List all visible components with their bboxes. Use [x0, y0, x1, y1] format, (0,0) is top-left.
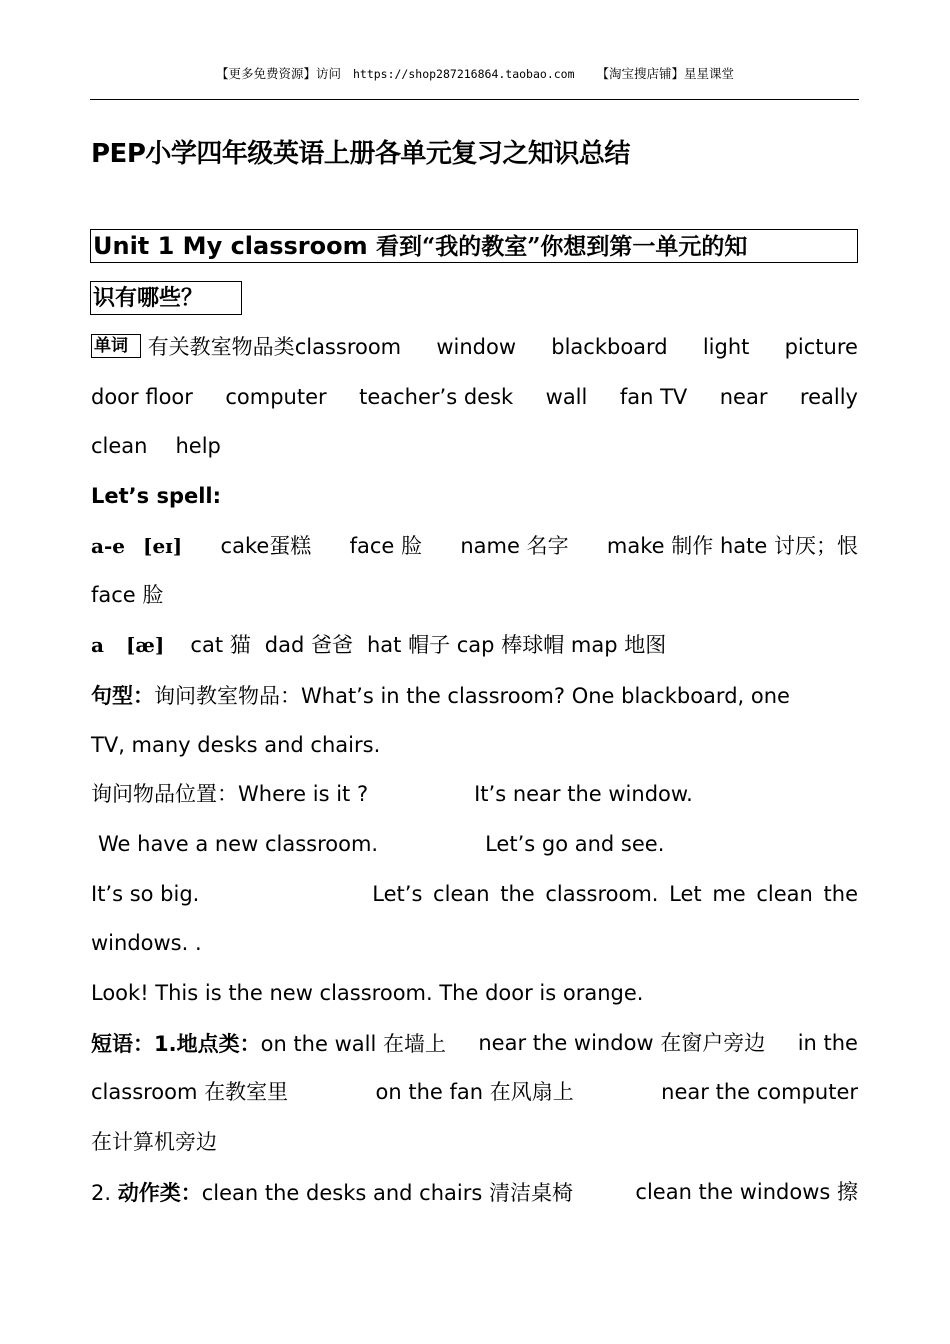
spell-a-label: a	[91, 633, 104, 658]
spell-word: face	[91, 583, 136, 608]
spell-word: cat	[190, 633, 224, 658]
spell-ae-label: a-e	[91, 533, 125, 558]
vocab-word: door	[91, 384, 139, 409]
phrase-cn: 在窗户旁边	[660, 1030, 766, 1055]
spell-word: make	[606, 533, 665, 558]
phrases-category: 动作类：	[117, 1179, 202, 1205]
vocab-word: clean	[91, 434, 148, 459]
unit-1-heading-en: Unit 1 My classroom	[93, 232, 376, 260]
phrase: near the window	[478, 1030, 654, 1055]
vocab-word: classroom	[294, 335, 402, 359]
header-divider	[90, 99, 859, 100]
phrase: on the fan	[375, 1080, 484, 1105]
spell-word-cn: 名字	[526, 533, 569, 558]
sentences-label: 句型：	[91, 682, 154, 708]
vocab-word: TV	[660, 384, 688, 409]
phrase: in the	[797, 1030, 858, 1055]
sentence-text: It’s so big.	[91, 881, 200, 906]
vocab-word: near	[719, 384, 768, 409]
phrases-line-2	[91, 1068, 858, 1118]
vocab-word: help	[175, 434, 221, 459]
vocab-line-1	[91, 323, 858, 373]
vocab-intro: 有关教室物品类	[147, 335, 295, 359]
spell-word-cn: 帽子	[408, 633, 451, 658]
spell-word-cn: 讨厌；恨	[773, 533, 858, 558]
vocab-word: really	[799, 384, 858, 409]
spell-heading: Let’s spell:	[91, 484, 222, 509]
spell-ae-phonetic: [eɪ]	[142, 533, 183, 558]
vocab-word: blackboard	[551, 335, 668, 359]
page-header	[0, 64, 950, 82]
phrases-line-3	[91, 1118, 858, 1168]
unit-1-heading-cn: 看到“我的教室”你想到第一单元的知	[375, 233, 748, 260]
phrase-cn: 在墙上	[382, 1031, 446, 1056]
vocab-word: computer	[225, 384, 327, 409]
spell-word-cn: 脸	[142, 583, 164, 608]
spell-word: face	[349, 533, 395, 558]
phrase-cn: 在计算机旁边	[91, 1130, 217, 1154]
spell-word-cn: 棒球帽	[501, 633, 565, 658]
phrases-line-1	[91, 1019, 858, 1069]
sentence-line-1	[91, 671, 858, 721]
sentence-line-3	[91, 770, 858, 820]
phrase-cn: 清洁桌椅	[488, 1180, 573, 1205]
spell-word-cn: 脸	[401, 533, 423, 558]
header-left-text: 【更多免费资源】访问	[215, 66, 341, 81]
vocab-word: floor	[145, 384, 193, 409]
vocab-word: wall	[545, 384, 588, 409]
phrases-label: 短语：	[91, 1030, 154, 1056]
spell-word: cap	[456, 633, 495, 658]
sentence-text: We have a new classroom.	[98, 831, 379, 856]
spell-word-cn: 猫	[229, 633, 251, 658]
spell-ae-line-continued	[91, 571, 858, 621]
spell-a-line	[91, 621, 858, 671]
spell-ae-line	[91, 522, 858, 572]
spell-word: hat	[366, 633, 402, 658]
spell-word: name	[460, 533, 520, 558]
spell-a-phonetic: [æ]	[125, 633, 165, 658]
sentence-text: Where is it ?	[238, 782, 369, 807]
phrase: near the computer	[661, 1080, 858, 1105]
sentence-line-4	[91, 820, 858, 870]
phrase: on the wall	[260, 1031, 377, 1056]
vocab-line-2	[91, 373, 858, 423]
spell-word-cn: 蛋糕	[269, 533, 312, 558]
sentence-line-2: TV, many desks and chairs.	[91, 732, 381, 757]
phrases-line-4	[91, 1168, 858, 1218]
phrase: classroom	[91, 1080, 198, 1105]
unit-1-heading	[90, 229, 858, 263]
spell-word: dad	[264, 633, 305, 658]
sentence-line-5	[91, 870, 858, 920]
unit-1-content	[91, 323, 858, 1217]
sentence-category: 询问物品位置：	[91, 782, 238, 807]
vocab-word: picture	[784, 335, 858, 359]
spell-word: cake	[220, 533, 270, 558]
spell-word-cn: 地图	[624, 633, 667, 658]
phrase: clean the windows	[635, 1179, 831, 1204]
vocab-label: 单词	[91, 334, 141, 358]
sentence-text: Let’s go and see.	[485, 831, 665, 856]
unit-1-heading-continued: 识有哪些？	[90, 281, 242, 315]
sentence-text: It’s near the window.	[474, 782, 693, 807]
spell-word: map	[570, 633, 618, 658]
phrase: clean the desks and chairs	[201, 1180, 483, 1205]
sentence-text: Let’s clean the classroom. Let me clean the	[372, 881, 858, 906]
sentence-text: What’s in the classroom? One blackboard, one	[301, 683, 790, 708]
phrase-cn: 在教室里	[204, 1080, 289, 1105]
vocab-word: window	[436, 335, 517, 359]
phrase-cn: 擦	[837, 1179, 858, 1204]
header-url: https://shop287216864.taobao.com	[352, 67, 575, 81]
sentence-line-7: Look! This is the new classroom. The door is orange.	[91, 980, 644, 1005]
header-right-text: 【淘宝搜店铺】星星课堂	[596, 66, 735, 81]
sentence-category: 询问教室物品：	[154, 683, 301, 708]
phrases-category: 1.地点类：	[154, 1031, 261, 1056]
vocab-line-3	[91, 422, 858, 472]
sentence-line-6: windows. .	[91, 931, 202, 956]
vocab-word: light	[702, 335, 750, 359]
vocab-word: teacher’s desk	[359, 384, 514, 409]
vocab-word: fan	[619, 384, 654, 409]
spell-word: hate	[719, 533, 768, 558]
phrase-cn: 在风扇上	[489, 1080, 574, 1105]
phrases-category-number: 2.	[91, 1180, 118, 1205]
spell-word-cn: 制作	[671, 533, 714, 558]
document-title: PEP小学四年级英语上册各单元复习之知识总结	[91, 139, 630, 169]
spell-word-cn: 爸爸	[310, 633, 353, 658]
